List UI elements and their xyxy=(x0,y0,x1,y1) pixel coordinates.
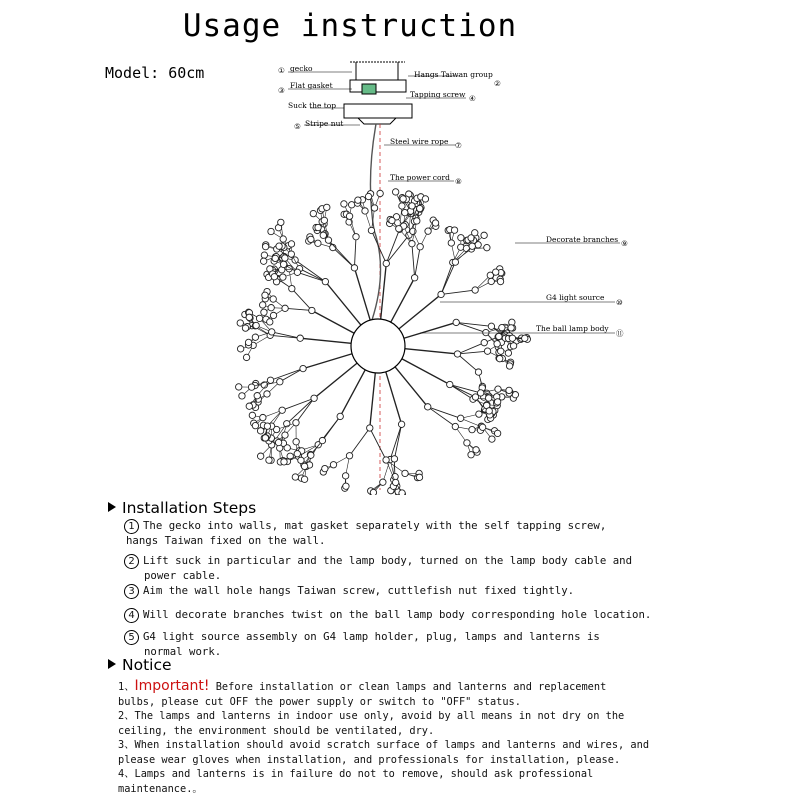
bulb xyxy=(396,226,402,232)
model-label: Model: 60cm xyxy=(105,64,205,82)
bulb xyxy=(494,341,500,347)
bulb xyxy=(237,320,243,326)
branch-stem xyxy=(303,354,352,369)
branch-stem xyxy=(297,272,325,281)
bulb xyxy=(497,278,503,284)
bulb xyxy=(383,260,389,266)
callout-gecko: gecko xyxy=(290,64,313,73)
bulb xyxy=(411,275,417,281)
bulb xyxy=(391,456,397,462)
bulb xyxy=(270,312,276,318)
bulb xyxy=(489,436,495,442)
bulb xyxy=(288,251,294,257)
lamp-diagram xyxy=(0,55,700,495)
page-title: Usage instruction xyxy=(182,8,518,44)
bulb xyxy=(447,381,453,387)
callout-num-4: ④ xyxy=(469,94,476,103)
callout-tapping-screw: Tapping screw xyxy=(410,90,466,99)
notice-item-2: 2、The lamps and lanterns in indoor use only, avoid by all means in not dry on the xyxy=(118,710,625,722)
bulb xyxy=(324,204,330,210)
notice-item-1-text: Before installation or clean lamps and lanterns and replacement xyxy=(209,681,607,693)
ceiling-mount xyxy=(344,62,412,124)
callout-num-1: ① xyxy=(278,66,285,75)
branch-stem xyxy=(322,416,340,440)
branch-stem xyxy=(412,244,415,278)
power-cord xyxy=(370,124,380,320)
bulb xyxy=(246,314,252,320)
bulb xyxy=(392,189,398,195)
bulb xyxy=(472,287,478,293)
bulb xyxy=(472,394,478,400)
bulb xyxy=(308,236,314,242)
bulb xyxy=(522,335,528,341)
bulb xyxy=(261,309,267,315)
branch-stem xyxy=(405,349,458,354)
branch-stem xyxy=(285,308,312,310)
bulb xyxy=(257,453,263,459)
bulb xyxy=(259,302,265,308)
important-label: Important! xyxy=(134,678,210,694)
bulb xyxy=(260,258,266,264)
step-number: 5 xyxy=(124,630,139,645)
bulb xyxy=(237,346,243,352)
branch-stem xyxy=(280,369,303,382)
bulb xyxy=(277,379,283,385)
bulb xyxy=(389,217,395,223)
arrow-icon xyxy=(108,659,116,669)
branch-stem xyxy=(370,428,386,460)
bulb xyxy=(298,457,304,463)
bulb xyxy=(256,315,262,321)
install-step-4 xyxy=(124,608,684,623)
bulb xyxy=(280,274,286,280)
bulb xyxy=(267,319,273,325)
bulb xyxy=(488,278,494,284)
bulb xyxy=(319,437,325,443)
branch-stem xyxy=(354,268,370,320)
bulb xyxy=(236,384,242,390)
install-step-1 xyxy=(124,519,684,548)
bulb xyxy=(353,234,359,240)
bulb xyxy=(498,348,504,354)
branch-stem xyxy=(328,240,354,268)
callout-num-2: ② xyxy=(494,79,501,88)
bulb xyxy=(322,278,328,284)
bulb xyxy=(268,228,274,234)
callout-steel-wire-rope: Steel wire rope xyxy=(390,137,449,146)
bulb xyxy=(294,451,300,457)
callout-num-10: ⑩ xyxy=(616,298,623,307)
branch-stem xyxy=(386,235,409,263)
bulb xyxy=(261,252,267,258)
bulb xyxy=(377,190,383,196)
bulb xyxy=(252,334,258,340)
bulb xyxy=(342,473,348,479)
install-step-2 xyxy=(124,554,684,583)
bulb xyxy=(281,459,287,465)
callout-num-9: ⑨ xyxy=(621,239,628,248)
bulb xyxy=(266,457,272,463)
branch-stem xyxy=(314,363,357,398)
bulb xyxy=(315,240,321,246)
bulb xyxy=(506,363,512,369)
branch-stem xyxy=(370,373,376,428)
bulb xyxy=(451,227,457,233)
bulb xyxy=(351,265,357,271)
bulb xyxy=(453,319,459,325)
bulb xyxy=(458,235,464,241)
bulb xyxy=(494,399,500,405)
step-text-cont: hangs Taiwan fixed on the wall. xyxy=(126,534,326,547)
bulb xyxy=(257,428,263,434)
bulb xyxy=(301,476,307,482)
callout-decorate-branches: Decorate branches xyxy=(546,235,619,244)
arrow-icon xyxy=(108,502,116,512)
branch-stem xyxy=(300,338,351,343)
bulb xyxy=(486,408,492,414)
notice-item-1 xyxy=(118,679,678,695)
step-number: 3 xyxy=(124,584,139,599)
bulb xyxy=(508,325,514,331)
bulb xyxy=(337,413,343,419)
branch-stem xyxy=(386,372,402,424)
bulb xyxy=(414,218,420,224)
bulb xyxy=(380,479,386,485)
bulb xyxy=(473,447,479,453)
bulb xyxy=(383,457,389,463)
bulb xyxy=(457,415,463,421)
branch-stem xyxy=(391,278,415,322)
notice-item-4: 4、Lamps and lanterns is in failure do not to remove, should ask professional xyxy=(118,768,594,780)
bulb xyxy=(367,425,373,431)
bulb xyxy=(425,404,431,410)
step-text: G4 light source assembly on G4 lamp holder, plug, lamps and lanterns is xyxy=(143,630,600,643)
branch-stem xyxy=(386,229,399,263)
bulb xyxy=(264,391,270,397)
branch-stem xyxy=(441,290,475,294)
bulb xyxy=(438,291,444,297)
callout-num-8: ⑧ xyxy=(455,177,462,186)
bulb xyxy=(469,243,475,249)
bulb xyxy=(264,423,270,429)
bulb xyxy=(365,193,371,199)
notice-body xyxy=(118,679,678,796)
bulb xyxy=(310,210,316,216)
bulb xyxy=(282,432,288,438)
installation-heading xyxy=(108,499,256,517)
bulb xyxy=(409,203,415,209)
bulb xyxy=(276,243,282,249)
bulb xyxy=(262,435,268,441)
step-text: Lift suck in particular and the lamp body, turned on the lamp body cable and xyxy=(143,554,633,567)
bulb xyxy=(260,414,266,420)
branch-stem xyxy=(271,369,304,381)
bulb xyxy=(392,479,398,485)
bulb xyxy=(282,305,288,311)
bulb xyxy=(505,350,511,356)
branch-stem xyxy=(390,424,401,459)
bulb xyxy=(315,224,321,230)
bulb xyxy=(371,205,377,211)
notice-item-1-prefix: 1、 xyxy=(118,681,135,693)
branch-stem xyxy=(395,367,428,407)
bulb xyxy=(292,257,298,263)
bulb xyxy=(280,261,286,267)
bulb xyxy=(494,430,500,436)
bulb xyxy=(497,355,503,361)
branch-stem xyxy=(287,398,314,423)
branch-stem xyxy=(428,407,461,418)
bulb xyxy=(282,255,288,261)
branch-stem xyxy=(450,385,473,400)
notice-item-3: 3、When installation should avoid scratch surface of lamps and lanterns and wires, and xyxy=(118,739,650,751)
notice-item-1-cont: bulbs, please cut OFF the power supply or switch to "OFF" status. xyxy=(118,695,521,708)
step-text-cont: power cable. xyxy=(144,569,222,582)
bulb xyxy=(486,395,492,401)
branch-stem xyxy=(300,269,326,282)
bulb xyxy=(246,403,252,409)
branch-stem xyxy=(325,282,361,325)
branch-stem xyxy=(399,294,441,328)
bulb xyxy=(416,474,422,480)
branch-stem xyxy=(441,262,455,294)
bulb xyxy=(481,339,487,345)
notice-item-2-cont: ceiling, the environment should be ventilated, dry. xyxy=(118,724,435,737)
bulb xyxy=(343,483,349,489)
bulb xyxy=(452,423,458,429)
bulb xyxy=(245,339,251,345)
installation-heading-text: Installation Steps xyxy=(122,499,257,517)
bulb xyxy=(510,343,516,349)
bulb xyxy=(432,220,438,226)
callout-num-7: ⑦ xyxy=(455,141,462,150)
bulb xyxy=(269,329,275,335)
bulb xyxy=(499,324,505,330)
bulb xyxy=(242,325,248,331)
callouts xyxy=(278,64,628,338)
bulb xyxy=(495,386,501,392)
step-text-cont: normal work. xyxy=(144,645,222,658)
branch-stem xyxy=(402,359,450,385)
bulb xyxy=(493,269,499,275)
callout-g4-light-source: G4 light source xyxy=(546,293,605,302)
branch-stem xyxy=(415,247,421,278)
bulb xyxy=(469,426,475,432)
bulb xyxy=(409,241,415,247)
bulb xyxy=(422,196,428,202)
bulb xyxy=(452,259,458,265)
callout-suck-the-top: Suck the top xyxy=(288,101,337,110)
branch-stem xyxy=(371,230,386,263)
ball-lamp-body xyxy=(351,319,405,373)
bulb xyxy=(271,274,277,280)
bulb xyxy=(248,384,254,390)
bulb xyxy=(243,354,249,360)
bulb xyxy=(311,395,317,401)
bulb xyxy=(253,322,259,328)
bulb xyxy=(483,329,489,335)
bulb xyxy=(322,465,328,471)
bulb xyxy=(262,243,268,249)
bulb xyxy=(346,453,352,459)
bulb xyxy=(280,236,286,242)
bulb xyxy=(330,462,336,468)
bulb xyxy=(398,421,404,427)
bulb xyxy=(272,255,278,261)
bulb xyxy=(293,420,299,426)
bulb xyxy=(289,285,295,291)
bulb xyxy=(454,351,460,357)
bulb xyxy=(267,377,273,383)
callout-stripe-nut: Stripe nut xyxy=(305,119,344,128)
branch-stem xyxy=(381,263,387,319)
bulb xyxy=(278,219,284,225)
step-text: Aim the wall hole hangs Taiwan screw, cuttlefish nut fixed tightly. xyxy=(143,584,575,597)
branch-stem xyxy=(458,354,479,372)
bulb xyxy=(481,232,487,238)
bulb xyxy=(468,452,474,458)
bulb xyxy=(484,244,490,250)
step-text: The gecko into walls, mat gasket separately with the self tapping screw, xyxy=(143,519,607,532)
bulb xyxy=(279,407,285,413)
bulb xyxy=(425,228,431,234)
notice-heading xyxy=(108,656,172,674)
bulb xyxy=(472,230,478,236)
bulb xyxy=(475,369,481,375)
step-number: 2 xyxy=(124,554,139,569)
callout-ball-lamp-body: The ball lamp body xyxy=(536,324,609,333)
bulb xyxy=(275,439,281,445)
bulb xyxy=(309,307,315,313)
bulb xyxy=(399,203,405,209)
callout-flat-gasket: Flat gasket xyxy=(290,81,333,90)
notice-heading-text: Notice xyxy=(122,656,172,674)
branch-stem xyxy=(292,289,312,311)
step-number: 1 xyxy=(124,519,139,534)
bulb xyxy=(464,440,470,446)
bulb xyxy=(297,335,303,341)
callout-power-cord: The power cord xyxy=(390,173,450,182)
bulb xyxy=(402,209,408,215)
bulb xyxy=(321,217,327,223)
install-step-5 xyxy=(124,630,684,659)
bulb xyxy=(509,335,515,341)
step-text: Will decorate branches twist on the ball lamp body corresponding hole location. xyxy=(143,608,652,621)
bulb xyxy=(249,412,255,418)
bulb xyxy=(268,304,274,310)
bulb xyxy=(308,452,314,458)
step-number: 4 xyxy=(124,608,139,623)
bulb xyxy=(341,201,347,207)
notice-item-3-cont: please wear gloves when installation, and professionals for installation, please. xyxy=(118,753,621,766)
bulb xyxy=(484,348,490,354)
bulb xyxy=(239,393,245,399)
notice-item-4-cont: maintenance.。 xyxy=(118,782,203,795)
bulb xyxy=(400,196,406,202)
bulb xyxy=(254,392,260,398)
bulb xyxy=(476,411,482,417)
branch-stem xyxy=(404,322,456,338)
branch-stem xyxy=(312,310,354,333)
bulb xyxy=(362,208,368,214)
bulb xyxy=(488,323,494,329)
bulb xyxy=(252,422,258,428)
bulb xyxy=(448,240,454,246)
bulb xyxy=(417,244,423,250)
bulb xyxy=(346,213,352,219)
bulb xyxy=(355,197,361,203)
bulb xyxy=(417,205,423,211)
bulb xyxy=(320,232,326,238)
bulb xyxy=(262,292,268,298)
branch-stem xyxy=(350,428,370,456)
callout-hangs-taiwan-group: Hangs Taiwan group xyxy=(414,70,493,79)
branch-stem xyxy=(428,407,456,427)
branch-stem xyxy=(354,237,356,268)
bulb xyxy=(399,490,405,495)
bulb xyxy=(300,365,306,371)
bulb xyxy=(368,227,374,233)
bulb xyxy=(293,439,299,445)
branch-stem xyxy=(340,370,365,417)
callout-num-11: ⑪ xyxy=(616,329,624,338)
callout-num-5: ⑤ xyxy=(294,122,301,131)
bulb xyxy=(370,489,376,495)
callout-num-3: ③ xyxy=(278,86,285,95)
bulb xyxy=(292,474,298,480)
bulb xyxy=(301,463,307,469)
bulb xyxy=(402,470,408,476)
bulb xyxy=(270,296,276,302)
bulb xyxy=(325,237,331,243)
bulb xyxy=(506,387,512,393)
bulb xyxy=(294,269,300,275)
install-step-3 xyxy=(124,584,684,599)
bulb xyxy=(479,424,485,430)
bulb xyxy=(288,241,294,247)
